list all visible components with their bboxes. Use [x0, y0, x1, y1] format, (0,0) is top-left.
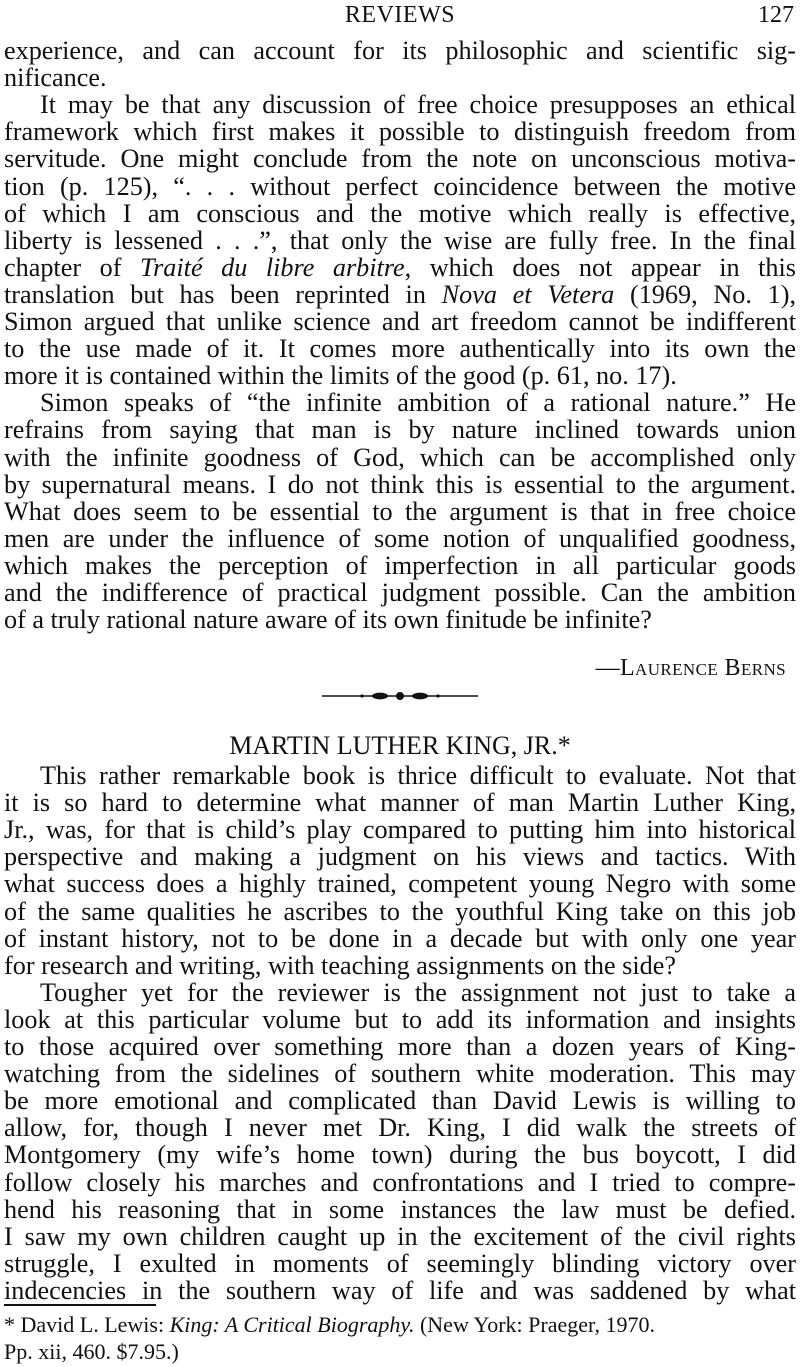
text-line: framework which first makes it possible to distinguish freedom from [4, 117, 796, 147]
text-line: liberty is lessened . . .”, that only the wise are fully free. In the final [4, 225, 796, 255]
page-number: 127 [758, 2, 794, 28]
text-line: tion (p. 125), “. . . without perfect coincidence between the motive [4, 171, 796, 201]
text-line: translation but has been reprinted in Nova et Vetera (1969, No. 1), [4, 279, 797, 309]
footnote-line: Pp. xii, 460. $7.95.) [4, 1339, 179, 1364]
text-line: This rather remarkable book is thrice difficult to evaluate. Not that [40, 761, 796, 790]
text-line: more it is contained within the limits of the good (p. 61, no. 17). [4, 361, 677, 391]
text-line: what success does a highly trained, competent young Negro with some [4, 869, 796, 899]
text-line: Simon speaks of “the infinite ambition of a rational nature.” He [40, 388, 796, 418]
text-line: by supernatural means. I do not think this is essential to the argument. [4, 469, 796, 499]
text-line: Montgomery (my wife’s home town) during the bus boycott, I did [4, 1140, 796, 1170]
text-line: Jr., was, for that is child’s play compared to putting him into historical [4, 815, 796, 845]
text-line: look at this particular volume but to add its information and insights [4, 1004, 796, 1034]
text-line: allow, for, though I never met Dr. King, I did walk the streets of [4, 1113, 796, 1143]
text-line: watching from the sidelines of southern white moderation. This may [4, 1059, 796, 1089]
text-line: perspective and making a judgment on his views and tactics. With [4, 842, 796, 872]
footnote-rule [4, 1304, 156, 1306]
text-line: which makes the perception of imperfection in all particular goods [4, 550, 796, 580]
text-line: refrains from saying that man is by nature inclined towards union [4, 415, 796, 445]
text-line: Simon argued that unlike science and art freedom cannot be indifferent [4, 307, 796, 336]
text-line: be more emotional and complicated than David Lewis is willing to [4, 1086, 796, 1116]
review-signature: —Laurence Berns [595, 655, 786, 681]
text-line: What does seem to be essential to the argument is that in free choice [4, 496, 796, 526]
text-line: nificance. [4, 63, 107, 93]
text-line: servitude. One might conclude from the note on unconscious motiva- [4, 144, 796, 174]
text-line: chapter of Traité du libre arbitre, which does not appear in this [4, 252, 796, 282]
section-divider-ornament-icon [320, 690, 480, 702]
text-line: experience, and can account for its philosophic and scientific sig- [4, 36, 796, 65]
text-line: follow closely his marches and confrontations and I tried to compre- [4, 1167, 796, 1197]
text-line: struggle, I exulted in moments of seemingly blinding victory over [4, 1248, 796, 1278]
text-line: of instant history, not to be done in a decade but with only one year [4, 923, 796, 953]
text-line: it is so hard to determine what manner of man Martin Luther King, [4, 788, 796, 818]
text-line: It may be that any discussion of free choice presupposes an ethical [40, 90, 796, 120]
text-line: to the use made of it. It comes more authentically into its own the [4, 334, 796, 364]
review-title: MARTIN LUTHER KING, JR.* [229, 731, 571, 760]
running-header [0, 0, 800, 30]
text-line: men are under the influence of some notion of unqualified goodness, [4, 523, 796, 553]
text-line: of which I am conscious and the motive which really is effective, [4, 198, 796, 228]
text-line: I saw my own children caught up in the excitement of the civil rights [4, 1221, 796, 1251]
running-title: REVIEWS [344, 2, 456, 28]
text-line: with the infinite goodness of God, which can be accomplished only [4, 442, 796, 472]
text-line: for research and writing, with teaching assignments on the side? [4, 950, 676, 980]
text-line: to those acquired over something more than a dozen years of King- [4, 1032, 796, 1061]
text-line: of a truly rational nature aware of its own finitude be infinite? [4, 605, 652, 635]
footnote-line: * David L. Lewis: King: A Critical Biography. (New York: Praeger, 1970. [4, 1312, 655, 1337]
text-line: and the indifference of practical judgment possible. Can the ambition [4, 578, 796, 607]
text-line: of the same qualities he ascribes to the youthful King take on this job [4, 896, 796, 926]
text-line: Tougher yet for the reviewer is the assignment not just to take a [40, 977, 796, 1007]
text-line: hend his reasoning that in some instances the law must be defied. [4, 1194, 796, 1224]
text-line: indecencies in the southern way of life and was saddened by what [4, 1275, 796, 1305]
